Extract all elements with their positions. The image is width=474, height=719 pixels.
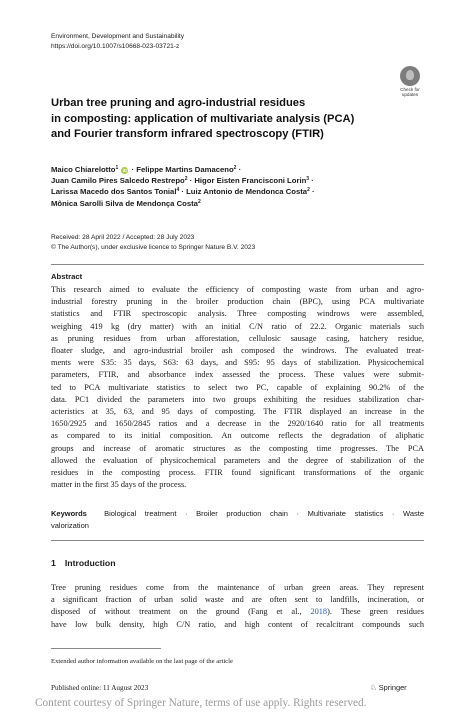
author-name[interactable]: Mônica Sarolli Silva de Mendonça Costa <box>51 198 198 208</box>
courtesy-notice: Content courtesy of Springer Nature, terms of use apply. Rights reserved. <box>35 697 367 709</box>
divider <box>51 264 424 265</box>
article-title <box>51 96 381 143</box>
abstract-line: statistics and FTIR spectroscopic analysis. Three composting windrows were assembled, <box>51 309 424 319</box>
affiliation-marker: 2 <box>197 198 201 205</box>
abstract-line: ted to PCA multivariate statistics to select two PC, capable of explaining 90.2% of the <box>51 382 424 392</box>
keywords-label: Keywords <box>51 509 87 518</box>
author-name[interactable]: Maico Chiarelotto <box>51 165 116 174</box>
author-name[interactable]: Felippe Martins Damaceno <box>136 165 234 174</box>
abstract-line: allowed the evaluation of physicochemical parameters and the degree of stabilization of the <box>51 455 424 465</box>
intro-line: a significant fraction of urban solid waste and are often sent to landfills, incineration, or <box>51 595 424 605</box>
badge-line-1: Check for <box>400 87 420 92</box>
intro-line: Tree pruning residues come from the maintenance of urban green areas. They represent <box>51 583 424 592</box>
author-name[interactable]: Luiz Antonio de Mendonca Costa <box>186 187 308 197</box>
author-line <box>51 198 315 209</box>
abstract-line: as pruning residues from urban afforestation, cellulosic sausage casing, hatchery residue, <box>51 333 424 343</box>
journal-name: Environment, Development and Sustainability <box>51 33 185 40</box>
footnote: Extended author information available on the last page of the article <box>51 658 233 665</box>
copyright: © The Author(s), under exclusive licence to Springer Nature B.V. 2023 <box>51 244 256 251</box>
abstract-line: acteristics at 35, 63, and 95 days of composting. The FTIR displayed an increase in the <box>51 407 424 417</box>
title-line: in composting: application of multivariate analysis (PCA) <box>51 112 355 125</box>
journal-header <box>51 32 184 52</box>
orcid-icon[interactable]: iD <box>122 168 128 173</box>
affiliation-marker: 2 <box>307 187 310 194</box>
abstract-line: matter in the first 35 days of the process. <box>51 480 187 490</box>
publisher-name: Springer <box>378 683 407 692</box>
author-name[interactable]: Higor Eisten Francisconi Lorin <box>194 176 307 186</box>
abstract-line: groups and increase of aromatic structures as the composting time progresses. The PCA <box>51 443 424 453</box>
title-line: and Fourier transform infrared spectroscopy (FTIR) <box>51 128 324 140</box>
affiliation-marker: 4 <box>176 187 180 194</box>
citation-link[interactable]: 2018 <box>310 607 328 617</box>
doi-link[interactable]: https://doi.org/10.1007/s10668-023-03721-z <box>51 43 180 50</box>
publisher-logo <box>370 683 407 692</box>
abstract-line: residues in the composting process. FTIR found significant transformations of the organic <box>51 468 424 478</box>
springer-horse-icon: ♘ <box>370 683 377 692</box>
divider <box>51 540 424 541</box>
abstract-line: ments were S35: 35 days, S63: 63 days, and S95: 95 days of stabilization. Physicochemical <box>51 358 424 368</box>
intro-line: disposed of without treatment on the ground (Fang et al., 2018). These green residues <box>51 607 424 617</box>
section-title: Introduction <box>64 558 116 568</box>
abstract-line: industrial forestry pruning in the broiler production chain (BPC), using PCA multivariate <box>51 297 424 307</box>
author-list <box>51 164 315 209</box>
author-line: Maico Chiarelotto$^1$ iD · Felippe Martins Damaceno$^2$ · <box>51 165 242 174</box>
citation-author: Fang et al., <box>250 607 311 617</box>
check-for-updates-badge[interactable] <box>394 66 426 102</box>
author-name[interactable]: Larissa Macedo dos Santos Tonial <box>51 187 177 197</box>
affiliation-marker: 1 <box>115 165 119 171</box>
author-name[interactable]: Juan Camilo Pires Salcedo Restrepo <box>51 176 185 186</box>
section-number: 1 <box>51 558 56 568</box>
keywords-text: Biological treatment · Broiler production chain · Multivariate statistics · Waste <box>104 509 424 518</box>
abstract-body <box>51 284 424 491</box>
abstract-line: 1650/2925 and 1650/2845 ratios and a decrease in the 2920/1640 ratio for all treatments <box>51 419 424 429</box>
abstract-line: data. PC1 divided the parameters into two groups exhibiting the residues stabilization char- <box>51 394 424 404</box>
article-dates <box>51 233 255 253</box>
badge-line-2: updates <box>401 92 419 97</box>
author-line: Larissa Macedo dos Santos Tonial$^4$ · Luiz Antonio de Mendonca Costa$^2$ · <box>51 187 315 197</box>
abstract-line: as compared to its initial composition. An outcome reflects the degradation of aliphatic <box>51 431 424 441</box>
author-line: Juan Camilo Pires Salcedo Restrepo$^2$ · Higor Eisten Francisconi Lorin$^3$ · <box>51 176 314 186</box>
title-line: Urban tree pruning and agro-industrial residues <box>51 97 306 109</box>
published-online: Published online: 11 August 2023 <box>51 684 149 692</box>
abstract-line: This research aimed to evaluate the efficiency of composting waste from urban and agro- <box>51 285 424 294</box>
affiliation-marker: 2 <box>184 176 188 183</box>
keywords-line <box>51 508 424 520</box>
introduction-body <box>51 582 424 631</box>
affiliation-marker: 3 <box>306 176 310 183</box>
abstract-heading: Abstract <box>51 272 83 281</box>
abstract-line: weighing 419 kg (dry matter) with an initial C/N ratio of 22.2. Organic materials such <box>51 321 424 331</box>
keywords <box>51 508 424 532</box>
keywords-line: valorization <box>51 520 89 530</box>
footnote-divider <box>51 648 161 649</box>
abstract-line: floater sludge, and agro-industrial broiler ash composed the windrows. The evaluated treat- <box>51 346 424 356</box>
intro-line: have low bulk density, high C/N ratio, and high content of recalcitrant compounds such <box>51 619 424 629</box>
received-accepted: Received: 28 April 2022 / Accepted: 28 July 2023 <box>51 234 195 241</box>
bookmark-icon <box>400 66 420 86</box>
abstract-line: parameters, FTIR, and absorbance index assessed the process. These values were submit- <box>51 370 424 380</box>
section-heading <box>51 558 116 568</box>
affiliation-marker: 2 <box>233 165 237 171</box>
